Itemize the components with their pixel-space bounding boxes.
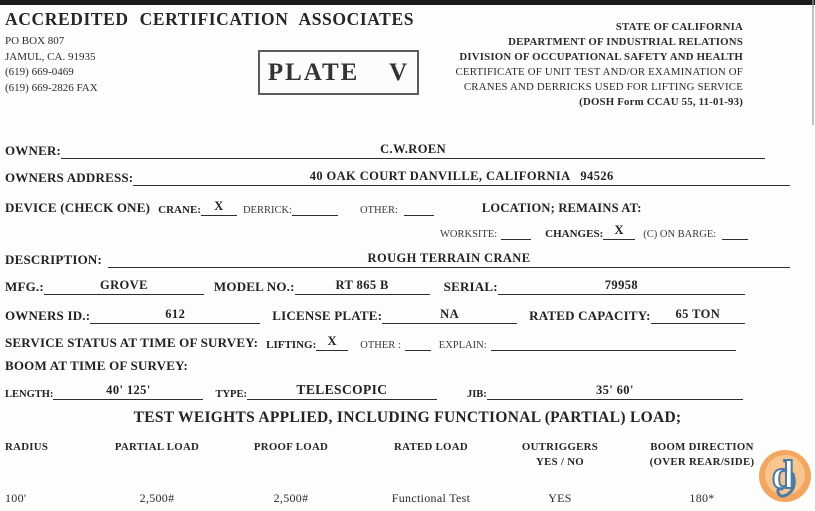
crane-label: CRANE: <box>158 204 201 216</box>
svg-text:d: d <box>771 452 795 497</box>
jib-value: 35' 60' <box>595 383 634 397</box>
cell-boom-direction: 180* <box>689 491 715 505</box>
changes-line <box>603 221 635 240</box>
location-detail-row <box>0 221 815 240</box>
lifting-mark: X <box>327 334 337 348</box>
rated-capacity-label: RATED CAPACITY: <box>529 308 651 323</box>
description-line <box>108 249 790 268</box>
owner-row <box>0 140 815 159</box>
type-label: TYPE: <box>215 389 247 400</box>
owners-id-value: 612 <box>165 307 186 321</box>
other-device-label: OTHER: <box>359 205 398 216</box>
license-plate-value: NA <box>440 307 460 321</box>
owners-id-label: OWNERS ID.: <box>5 308 91 323</box>
derrick-check-line <box>292 200 338 216</box>
owners-address-value: 40 OAK COURT DANVILLE, CALIFORNIA 94526 <box>309 169 614 183</box>
crane-network-logo-icon <box>756 448 814 506</box>
model-no-value: RT 865 B <box>335 278 389 292</box>
table-header-row <box>5 440 810 470</box>
serial-line <box>498 276 745 295</box>
serial-value: 79958 <box>604 278 639 292</box>
explain-line <box>491 335 736 351</box>
column-header-rated-load: RATED LOAD <box>394 441 468 453</box>
cell-outriggers: YES <box>548 491 572 505</box>
crane-network-logo-svg <box>756 448 814 506</box>
service-status-label: SERVICE STATUS AT TIME OF SURVEY: <box>5 335 259 350</box>
plate-label: PLATE V <box>267 58 410 86</box>
model-no-line <box>295 276 430 295</box>
license-plate-line <box>382 305 517 324</box>
address-line-city: JAMUL, CA. 91935 <box>5 50 96 63</box>
owner-value: C.W.ROEN <box>380 142 447 156</box>
company-address-block <box>5 34 98 96</box>
lifting-line <box>316 332 348 351</box>
agency-line-division: DIVISION OF OCCUPATIONAL SAFETY AND HEALTH <box>459 51 743 63</box>
changes-label: CHANGES: <box>545 228 604 240</box>
lifting-label: LIFTING: <box>266 339 317 351</box>
description-row <box>0 249 815 268</box>
column-header-outriggers: OUTRIGGERS YES / NO <box>521 441 599 468</box>
test-weights-heading: TEST WEIGHTS APPLIED, INCLUDING FUNCTIONAL (PARTIAL) LOAD; <box>133 409 682 426</box>
owner-line <box>61 140 765 159</box>
test-weights-table <box>5 440 810 506</box>
length-label: LENGTH: <box>5 389 54 400</box>
license-plate-label: LICENSE PLATE: <box>272 308 383 323</box>
cell-rated-load: Functional Test <box>391 491 471 505</box>
type-line <box>247 381 437 400</box>
mfg-label: MFG.: <box>5 279 44 294</box>
worksite-label: WORKSITE: <box>440 229 498 240</box>
owners-address-row <box>0 167 815 186</box>
owners-id-line <box>90 305 260 324</box>
agency-line-certificate: CERTIFICATE OF UNIT TEST AND/OR EXAMINATION OF <box>455 66 743 78</box>
jib-line <box>487 381 743 400</box>
agency-block <box>456 20 743 110</box>
jib-label: JIB: <box>466 389 487 400</box>
company-name: ACCREDITED CERTIFICATION ASSOCIATES <box>5 9 415 29</box>
agency-line-department: DEPARTMENT OF INDUSTRIAL RELATIONS <box>508 36 743 48</box>
service-status-row <box>0 332 815 351</box>
owner-label: OWNER: <box>5 143 62 158</box>
changes-mark: X <box>614 223 624 237</box>
crane-check-mark: X <box>214 199 224 213</box>
on-barge-label: (C) ON BARGE: <box>643 229 717 240</box>
type-value: TELESCOPIC <box>296 382 388 397</box>
other-status-label: OTHER : <box>360 340 401 351</box>
owners-address-line <box>133 167 790 186</box>
worksite-line <box>501 224 531 240</box>
agency-line-cranes: CRANES AND DERRICKS USED FOR LIFTING SERVICE <box>463 81 743 93</box>
address-line-phone: (619) 669-0469 <box>5 66 74 78</box>
letterhead <box>0 0 815 132</box>
length-line <box>53 381 203 400</box>
agency-line-state: STATE OF CALIFORNIA <box>615 21 743 33</box>
column-header-radius: RADIUS <box>5 441 49 453</box>
rated-capacity-value: 65 TON <box>675 307 721 321</box>
model-no-label: MODEL NO.: <box>213 279 295 294</box>
column-header-proof-load: PROOF LOAD <box>253 441 329 453</box>
device-label: DEVICE (CHECK ONE) <box>5 200 151 215</box>
device-row <box>0 197 815 216</box>
cell-partial-load: 2,500# <box>139 491 175 505</box>
length-value: 40' 125' <box>106 383 151 397</box>
form-reference: (DOSH Form CCAU 55, 11-01-93) <box>579 96 743 108</box>
address-line-po-box: PO BOX 807 <box>5 35 65 47</box>
boom-survey-label: BOOM AT TIME OF SURVEY: <box>5 358 189 373</box>
serial-label: SERIAL: <box>443 279 498 294</box>
boom-length-row <box>0 381 815 400</box>
column-header-boom-direction: BOOM DIRECTION (OVER REAR/SIDE) <box>649 441 755 468</box>
location-label: LOCATION; REMAINS AT: <box>481 201 642 215</box>
mfg-line <box>44 276 204 295</box>
mfg-value: GROVE <box>99 278 148 292</box>
owners-id-row <box>0 305 815 324</box>
boom-survey-row <box>0 358 815 374</box>
mfg-row <box>0 276 815 295</box>
cell-radius: 100' <box>5 491 27 505</box>
crane-check-line <box>201 197 237 216</box>
owners-address-label: OWNERS ADDRESS: <box>5 170 134 185</box>
address-line-fax: (619) 669-2826 FAX <box>5 81 98 94</box>
plate-number-box <box>258 50 419 95</box>
description-label: DESCRIPTION: <box>5 252 103 267</box>
rated-capacity-line <box>651 305 745 324</box>
on-barge-line <box>722 224 748 240</box>
other-status-line <box>405 335 431 351</box>
explain-label: EXPLAIN: <box>438 340 487 351</box>
derrick-label: DERRICK: <box>242 205 292 216</box>
column-header-partial-load: PARTIAL LOAD <box>114 441 200 453</box>
other-device-line <box>404 200 434 216</box>
cell-proof-load: 2,500# <box>273 491 309 505</box>
description-value: ROUGH TERRAIN CRANE <box>367 251 531 265</box>
